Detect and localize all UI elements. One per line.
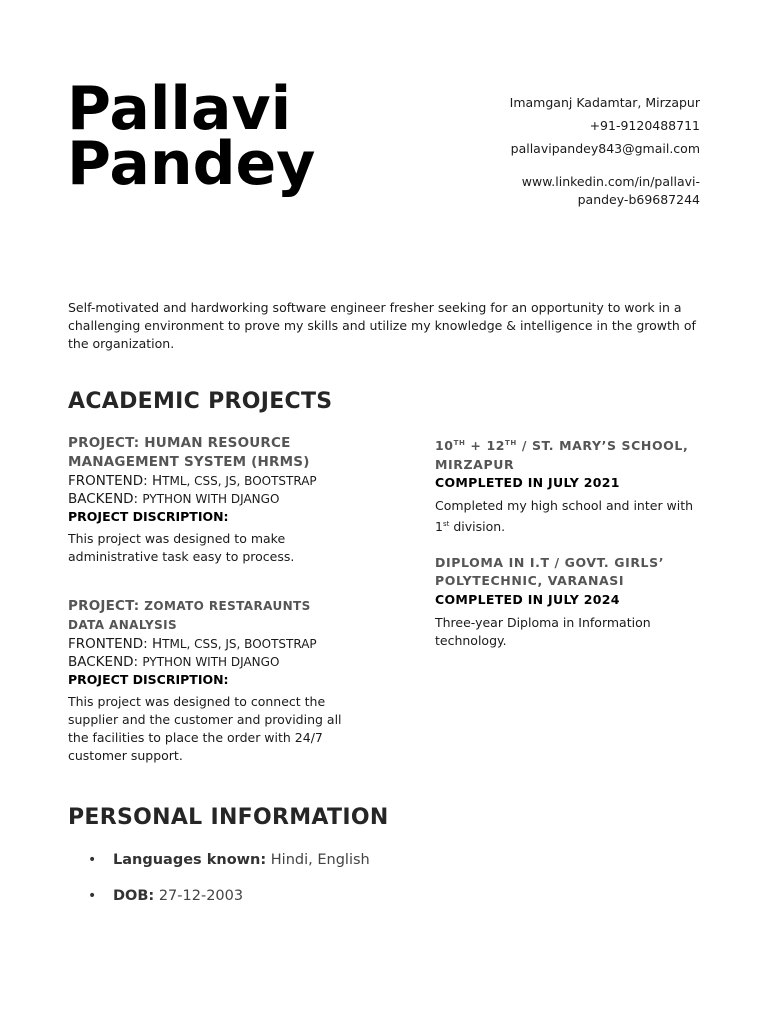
- personal-value: 27-12-2003: [158, 888, 244, 904]
- project-description: This project was designed to make administrative task easy to process.: [68, 531, 295, 565]
- education-date: COMPLETED IN JULY 2021: [435, 475, 620, 491]
- contact-block: [440, 91, 700, 209]
- personal-label: DOB:: [113, 888, 155, 904]
- candidate-name: [67, 74, 316, 199]
- bullet-icon: •: [88, 852, 97, 868]
- project-description-label: PROJECT DISCRIPTION:: [68, 509, 229, 524]
- project-description: This project was designed to connect the supplier and the customer and providing all the facilities to place the order with 24/7 customer support.: [68, 693, 342, 764]
- education-title: DIPLOMA IN I.T / GOVT. GIRLS’ POLYTECHNIC, VARANASI: [435, 554, 665, 589]
- last-name: Pandey: [67, 129, 316, 199]
- contact-linkedin: [440, 173, 700, 209]
- section-title-academic-projects: ACADEMIC PROJECTS: [68, 389, 333, 414]
- education-item: [435, 434, 715, 537]
- education-description: Three-year Diploma in Information technology.: [435, 614, 651, 649]
- education-title: 10TH + 12TH / ST. MARY’S SCHOOL, MIRZAPUR: [435, 438, 689, 472]
- project-item: [68, 434, 348, 567]
- section-title-personal-information: PERSONAL INFORMATION: [68, 805, 389, 830]
- linkedin-line-1: www.linkedin.com/in/pallavi-: [521, 174, 700, 189]
- summary-text: Self-motivated and hardworking software engineer fresher seeking for an opportunity to work in a challenging environment to prove my skills and utilize my knowledge & intelligence in the growth of the organization.: [68, 300, 696, 352]
- contact-phone: +91-9120488711: [589, 118, 700, 133]
- linkedin-line-2: pandey-b69687244: [577, 192, 700, 207]
- projects-column: [68, 434, 348, 766]
- project-backend: BACKEND: PYTHON WITH DJANGO: [68, 653, 280, 670]
- personal-info-list: [88, 850, 370, 922]
- project-frontend: FRONTEND: HTML, CSS, JS, BOOTSTRAP: [68, 473, 317, 489]
- education-date: COMPLETED IN JULY 2024: [435, 591, 620, 607]
- project-backend: BACKEND: PYTHON WITH DJANGO: [68, 491, 280, 507]
- personal-label: Languages known:: [113, 852, 267, 868]
- education-column: [435, 434, 715, 651]
- list-item: [88, 850, 370, 870]
- project-item: [68, 597, 348, 766]
- project-frontend: FRONTEND: HTML, CSS, JS, BOOTSTRAP: [68, 635, 317, 652]
- personal-value: Hindi, English: [270, 852, 370, 868]
- education-description: Completed my high school and inter with 1st division.: [435, 498, 694, 535]
- project-title: PROJECT: HUMAN RESOURCE MANAGEMENT SYSTEM (HRMS): [68, 435, 310, 470]
- project-title: PROJECT: ZOMATO RESTARAUNTS DATA ANALYSIS: [68, 597, 311, 632]
- project-description-label: PROJECT DISCRIPTION:: [68, 671, 229, 687]
- contact-address: Imamganj Kadamtar, Mirzapur: [509, 95, 700, 110]
- first-name: Pallavi: [67, 74, 292, 144]
- contact-email: pallavipandey843@gmail.com: [510, 141, 700, 156]
- education-item: [435, 554, 715, 651]
- bullet-icon: •: [88, 888, 97, 904]
- list-item: [88, 886, 370, 906]
